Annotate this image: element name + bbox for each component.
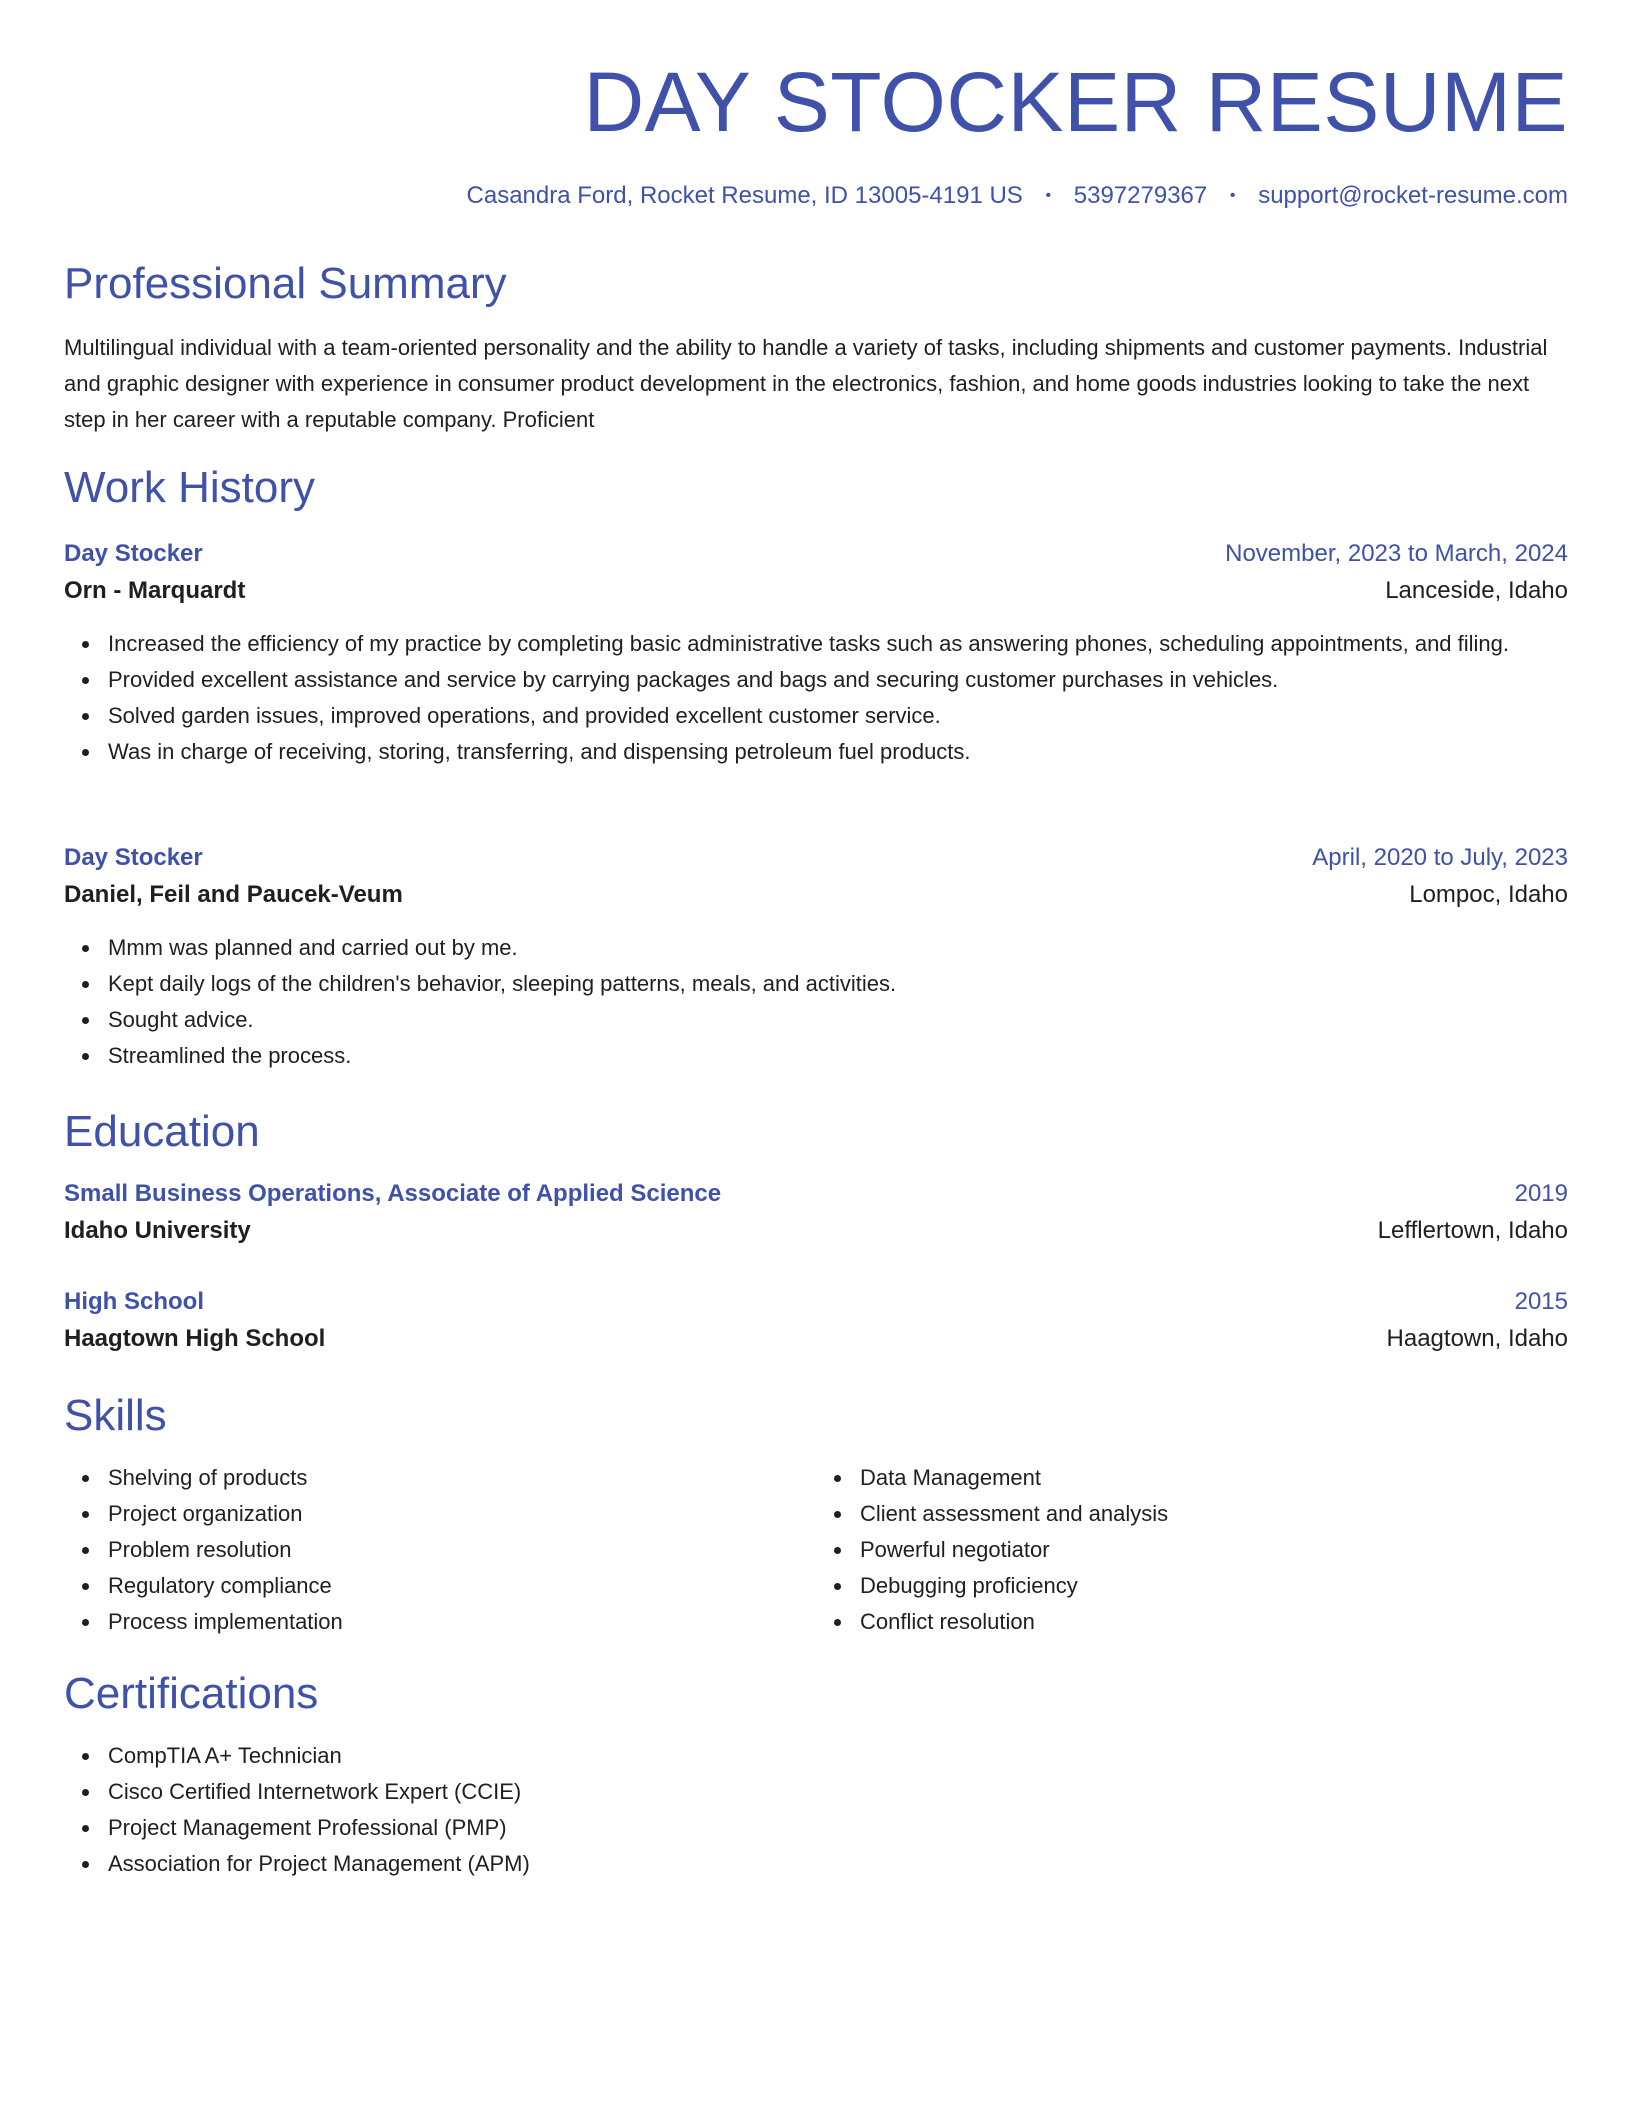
skills-columns <box>64 1460 1568 1640</box>
list-item: Was in charge of receiving, storing, transferring, and dispensing petroleum fuel products. <box>108 734 1568 770</box>
job-company: Daniel, Feil and Paucek-Veum <box>64 881 403 908</box>
contact-line <box>64 178 1568 214</box>
job-company: Orn - Marquardt <box>64 577 246 604</box>
job-entry <box>64 536 1568 770</box>
job-title: Day Stocker <box>64 844 203 871</box>
list-item: Sought advice. <box>108 1002 1568 1038</box>
list-item: Regulatory compliance <box>108 1568 816 1604</box>
contact-email: support@rocket-resume.com <box>1258 182 1568 209</box>
list-item: Project Management Professional (PMP) <box>108 1810 1568 1846</box>
education-school-row <box>64 1320 1568 1358</box>
job-company-row <box>64 572 1568 610</box>
list-item: Cisco Certified Internetwork Expert (CCIE) <box>108 1774 1568 1810</box>
job-title: Day Stocker <box>64 540 203 567</box>
summary-text: Multilingual individual with a team-oriented personality and the ability to handle a variety of tasks, including shipments and customer payments. Industrial and graphic designer with experience in consumer product development in the electronics, fashion, and home goods industries looking to take the next step in her career with a reputable company. Proficient <box>64 335 1548 432</box>
contact-separator: • <box>1229 187 1236 204</box>
education-header-row <box>64 1284 1568 1320</box>
summary-heading: Professional Summary <box>64 259 507 308</box>
education-entry <box>64 1284 1568 1358</box>
certifications-list <box>64 1738 1568 1882</box>
certifications-heading: Certifications <box>64 1669 319 1718</box>
list-item: CompTIA A+ Technician <box>108 1738 1568 1774</box>
job-location: Lanceside, Idaho <box>1385 577 1568 604</box>
contact-separator: • <box>1045 187 1052 204</box>
education-year: 2015 <box>1514 1288 1568 1315</box>
list-item: Kept daily logs of the children's behavior, sleeping patterns, meals, and activities. <box>108 966 1568 1002</box>
work-history-heading: Work History <box>64 463 315 512</box>
education-degree: High School <box>64 1288 204 1315</box>
contact-phone: 5397279367 <box>1073 182 1208 209</box>
list-item: Provided excellent assistance and service by carrying packages and bags and securing customer purchases in vehicles. <box>108 662 1568 698</box>
education-heading: Education <box>64 1107 260 1156</box>
list-item: Solved garden issues, improved operations, and provided excellent customer service. <box>108 698 1568 734</box>
list-item: Data Management <box>860 1460 1568 1496</box>
list-item: Client assessment and analysis <box>860 1496 1568 1532</box>
education-school: Haagtown High School <box>64 1325 326 1352</box>
education-degree: Small Business Operations, Associate of Applied Science <box>64 1180 722 1207</box>
list-item: Mmm was planned and carried out by me. <box>108 930 1568 966</box>
education-entry <box>64 1176 1568 1250</box>
education-year: 2019 <box>1514 1180 1568 1207</box>
job-company-row <box>64 876 1568 914</box>
job-bullets <box>64 626 1568 770</box>
skills-list-left <box>64 1460 816 1640</box>
job-bullets <box>64 930 1568 1074</box>
job-header-row <box>64 840 1568 876</box>
list-item: Problem resolution <box>108 1532 816 1568</box>
list-item: Powerful negotiator <box>860 1532 1568 1568</box>
education-location: Haagtown, Idaho <box>1386 1325 1568 1352</box>
education-school-row <box>64 1212 1568 1250</box>
education-location: Lefflertown, Idaho <box>1377 1217 1568 1244</box>
skills-heading: Skills <box>64 1391 167 1440</box>
list-item: Increased the efficiency of my practice by completing basic administrative tasks such as answering phones, scheduling appointments, and filing. <box>108 626 1568 662</box>
list-item: Association for Project Management (APM) <box>108 1846 1568 1882</box>
education-header-row <box>64 1176 1568 1212</box>
list-item: Conflict resolution <box>860 1604 1568 1640</box>
list-item: Debugging proficiency <box>860 1568 1568 1604</box>
job-header-row <box>64 536 1568 572</box>
list-item: Project organization <box>108 1496 816 1532</box>
job-dates: April, 2020 to July, 2023 <box>1312 844 1568 871</box>
contact-address: Casandra Ford, Rocket Resume, ID 13005-4191 US <box>466 182 1023 209</box>
list-item: Shelving of products <box>108 1460 816 1496</box>
list-item: Streamlined the process. <box>108 1038 1568 1074</box>
job-dates: November, 2023 to March, 2024 <box>1225 540 1568 567</box>
skills-list-right <box>816 1460 1568 1640</box>
list-item: Process implementation <box>108 1604 816 1640</box>
resume-title: DAY STOCKER RESUME <box>583 55 1568 149</box>
education-school: Idaho University <box>64 1217 251 1244</box>
job-entry <box>64 840 1568 1074</box>
job-location: Lompoc, Idaho <box>1409 881 1568 908</box>
